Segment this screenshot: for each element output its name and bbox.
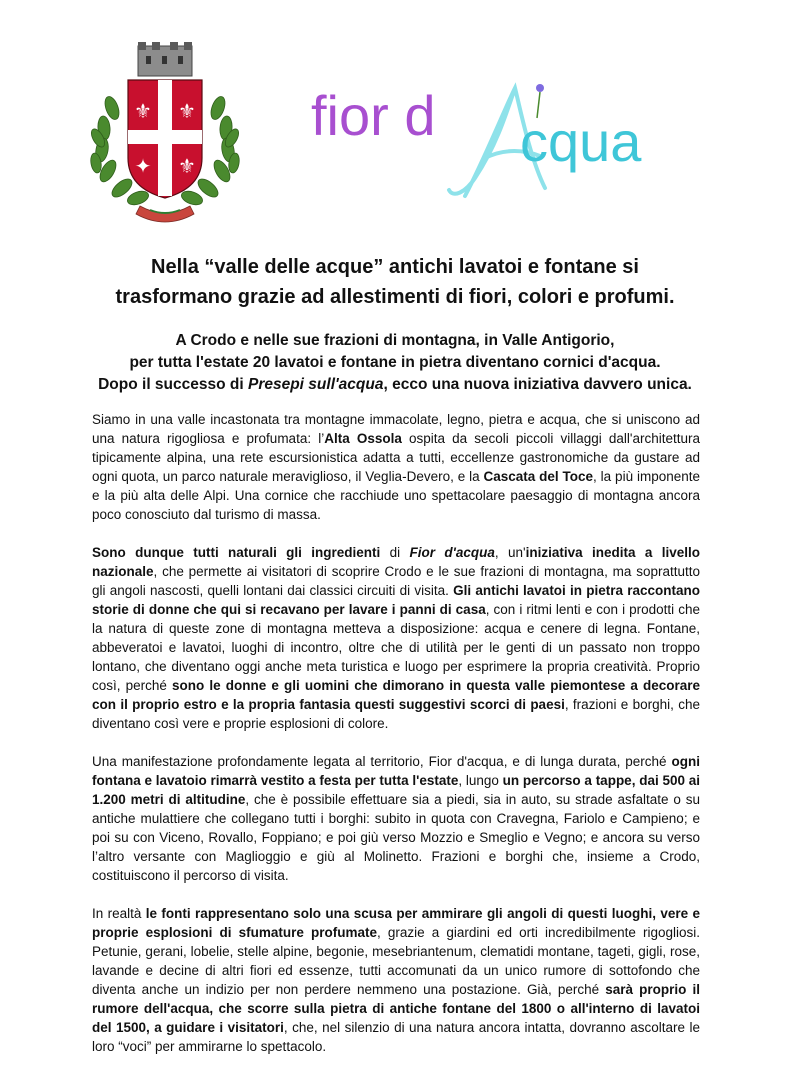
logo-text-cqua: cqua <box>520 110 642 173</box>
bold-text: le fonti rappresentano solo una scusa per ammirare gli angoli di questi luoghi, vere e proprie esplosioni di sfumature profumate <box>92 906 700 940</box>
text: Una manifestazione profondamente legata al territorio, Fior d'acqua, e di lunga durata, perché <box>92 754 672 769</box>
headline-line-2: trasformano grazie ad allestimenti di fiori, colori e profumi. <box>115 286 675 308</box>
subheadline-line-3 <box>60 374 730 396</box>
paragraph-1 <box>92 410 700 524</box>
text: , un' <box>494 545 526 560</box>
text: In realtà <box>92 906 146 921</box>
svg-text:✦: ✦ <box>134 154 152 178</box>
paragraph-3 <box>92 752 700 885</box>
text: , grazie a giardini ed orti incredibilmente rigogliosi. Petunie, gerani, lobelie, stelle alpine, begonie, mesebriantenum, clematidi montane, tageti, gigli, rose, lavande e decine di altri fiori ed essenze, tutti accomunati da un unico rumore di sottofondo che diventa anche un indizio per non perdere nemmeno una postazione. Già, perché <box>92 925 700 997</box>
subheadline-line-2: per tutta l'estate 20 lavatoi e fontane in pietra diventano cornici d'acqua. <box>129 354 661 371</box>
bold-text: ogni fontana e lavatoio rimarrà vestito a festa per tutta l'estate <box>92 754 700 788</box>
logo-text-fior: fior d <box>311 84 436 147</box>
text: , che, nel silenzio di una natura ancora intatta, dovranno ascoltare le loro “voci” per ammirarne lo spettacolo. <box>92 1020 701 1054</box>
text: , che è possibile effettuare sia a piedi, sia in auto, su strade asfaltate o su antiche mulattiere che collegano tutti i borghi: subito in quota con Cravegna, Fariolo e Campieno; e poi su con Viceno, Rovallo, Foppiano; e poi giù verso Mozzio e Smeglio e Vegno; e ancora su verso l’altro versante con Maglioggio e giù al Molinetto. Frazioni e borghi che, insieme a Crodo, costituiscono il percorso di visita. <box>92 792 700 883</box>
text: di <box>380 545 410 560</box>
bold-text: Sono dunque tutti naturali gli ingredienti <box>92 545 381 560</box>
headline <box>60 252 730 312</box>
bold-text: Gli antichi lavatoi in pietra raccontano storie di donne che qui si recavano per lavare i panni di casa <box>92 583 700 617</box>
svg-text:⚜: ⚜ <box>178 99 196 123</box>
subheadline <box>60 330 730 396</box>
text: , frazioni e borghi, che diventano così vere e proprie esplosioni di colore. <box>92 697 700 731</box>
paragraph-2 <box>92 543 700 733</box>
subheadline-line-1: A Crodo e nelle sue frazioni di montagna, in Valle Antigorio, <box>175 332 615 349</box>
svg-text:⚜: ⚜ <box>178 154 196 178</box>
bold-text: iniziativa inedita a livello nazionale <box>92 545 700 579</box>
subheadline-italic: Presepi sull'acqua <box>247 376 384 393</box>
bold-text: sono le donne e gli uomini che dimorano in questa valle piemontese a decorare con il proprio estro e la propria fantasia questi suggestivi scorci di paesi <box>92 678 701 712</box>
text: , lungo <box>458 773 503 788</box>
bold-text: Alta Ossola <box>324 431 402 446</box>
svg-text:⚜: ⚜ <box>134 99 152 123</box>
bold-text: un percorso a tappe, dai 500 ai 1.200 metri di altitudine <box>92 773 700 807</box>
paragraph-4 <box>92 904 700 1056</box>
fior-dacqua-logo <box>305 78 685 208</box>
text: , la più imponente e la più alta delle Alpi. Una cornice che racchiude uno spettacolare paesaggio di montagna ancora poco conosciuto dal turismo di massa. <box>92 469 700 522</box>
bold-text: Cascata del Toce <box>483 469 594 484</box>
bold-text: sarà proprio il rumore dell'acqua, che scorre sulla pietra di antiche fontane del 1800 o all'interno di lavatoi del 1500, a guidare i visitatori <box>92 982 700 1035</box>
text: , che permette ai visitatori di scoprire Crodo e le sue frazioni di montagna, ma soprattutto gli angoli nascosti, quelli lontani dai classici circuiti di visita. <box>92 564 700 598</box>
article-body <box>92 410 700 1075</box>
bold-italic-text: Fior d'acqua <box>409 545 495 560</box>
text: Siamo in una valle incastonata tra montagne immacolate, legno, pietra e acqua, che si uniscono ad una natura rigogliosa e profumata: l’ <box>92 412 700 446</box>
subheadline-text: Dopo il successo di <box>98 376 248 393</box>
headline-line-1: Nella “valle delle acque” antichi lavatoi e fontane si <box>151 256 639 278</box>
municipal-crest-logo <box>90 38 240 228</box>
text: ospita da secoli piccoli villaggi dall'architettura tipicamente alpina, una rete escursionistica adatta a tutti, eccellenze gastronomiche da gustare ad ogni quota, un parco naturale meraviglioso, il Veglia-Devero, e la <box>92 431 700 484</box>
text: , con i ritmi lenti e con i prodotti che la natura di queste zone di montagna metteva a disposizione: acqua e cenere di legna. Fontane, abbeveratoi e lavatoi, luoghi di incontro, oltre che di utilità per le genti di un passato non troppo lontano, che diventano oggi anche meta turistica e luogo per esprimere la propria creatività. Proprio così, perché <box>92 602 700 693</box>
subheadline-text: , ecco una nuova iniziativa davvero unica. <box>383 376 692 393</box>
